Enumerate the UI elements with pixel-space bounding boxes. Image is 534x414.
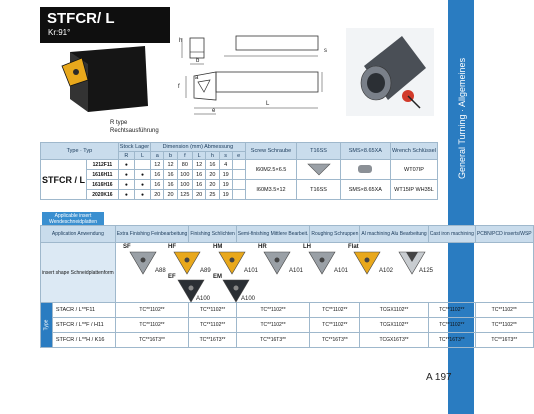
page-subtitle: Kr:91°	[48, 28, 71, 37]
insert-code-cell: TC**1102**	[428, 303, 475, 318]
dim-cell: 20	[164, 190, 177, 200]
stock-dot-icon	[141, 172, 144, 178]
screw-cell: I60M3.5×12	[245, 180, 297, 200]
col-stock: Stock Lager	[119, 144, 150, 150]
dim-cell: 100	[177, 170, 192, 180]
insert-code-cell: TC**16T3**	[475, 333, 533, 348]
application-label: Application Anwendung	[41, 226, 116, 243]
stock-r-cell	[118, 160, 134, 170]
col-extra-finishing: Extra Finishing Feinbearbeitung	[115, 226, 189, 243]
insert-code-cell: TC**1102**	[115, 318, 189, 333]
dim-cell	[232, 160, 245, 170]
type-code: 2020K16	[87, 190, 119, 200]
type-vertical-text: Type	[43, 319, 50, 331]
shim-screw-cell	[340, 160, 390, 180]
shim-cell: T16SS	[297, 180, 340, 200]
type-family: STFCR / L	[41, 160, 87, 200]
insert-code-cell: TC**1102**	[310, 318, 360, 333]
sub-len: L	[193, 152, 206, 160]
shim-cell	[297, 160, 340, 180]
sub-e: e	[232, 152, 245, 160]
insert-ref-label: A125	[419, 268, 434, 274]
dim-cell: 4	[219, 160, 232, 170]
wrench-cell: WT15IP WH35L	[390, 180, 437, 200]
col-cast-iron: Cast iron machining	[428, 226, 475, 243]
stock-r-cell	[118, 170, 134, 180]
dim-cell: 12	[193, 160, 206, 170]
stock-r-cell	[118, 190, 134, 200]
dim-cell: 19	[219, 190, 232, 200]
screw-cell: I60M2.5×6.5	[245, 160, 297, 180]
insert-code-cell: TC**16T3**	[115, 333, 189, 348]
insert-code-cell: TC**16T3**	[236, 333, 310, 348]
app-row-label: STACR / L**F11	[52, 303, 115, 318]
dim-cell: 12	[151, 160, 164, 170]
insert-code-cell: TC**1102**	[236, 303, 310, 318]
insert-code-cell: TC**1102**	[475, 318, 533, 333]
tool-holder-image	[60, 44, 150, 114]
stock-dot-icon	[125, 162, 128, 168]
r-type-label-de: Rechtsausführung	[110, 128, 159, 134]
page-title: STFCR/ L	[47, 10, 115, 27]
dim-cell: 16	[151, 170, 164, 180]
insert-hr-icon	[264, 252, 290, 274]
dim-b: b	[196, 58, 200, 64]
insert-ref-label: A101	[334, 268, 349, 274]
sub-f: f	[177, 152, 192, 160]
dim-cell: 20	[206, 170, 219, 180]
insert-code-label: EM	[213, 274, 222, 280]
insert-ref-label: A88	[155, 268, 166, 274]
dim-cell: 20	[206, 180, 219, 190]
col-finishing: Finishing Schlichten	[189, 226, 236, 243]
insert-code-cell: TC**16T3**	[310, 333, 360, 348]
insert-code-cell: TCGX16T3**	[360, 333, 428, 348]
dim-cell: 16	[164, 180, 177, 190]
applicable-insert-banner: Applicable insert Wendeschneidplatten	[42, 212, 104, 225]
dim-cell: 16	[193, 180, 206, 190]
stock-l-cell	[134, 190, 150, 200]
insert-code-label: HR	[258, 244, 267, 250]
sub-l: L	[134, 152, 150, 160]
col-al-machining: Al machining Alu Bearbeitung	[360, 226, 428, 243]
col-dimension: Dimension (mm) Abmessung	[151, 143, 245, 152]
page-number: A 197	[426, 372, 452, 383]
insert-code-cell: TC**16T3**	[189, 333, 236, 348]
insert-code-cell: TC**16T3**	[428, 333, 475, 348]
insert-code-cell: TC**1102**	[189, 303, 236, 318]
dim-cell: 12	[164, 160, 177, 170]
col-semi-finishing: Semi-finishing Mittlere Bearbeit.	[236, 226, 310, 243]
r-type-label: R type	[110, 120, 128, 126]
insert-code-cell: TC**1102**	[310, 303, 360, 318]
dim-cell: 16	[193, 170, 206, 180]
holder-cylinder-image	[346, 28, 434, 116]
insert-code-cell: TC**1102**	[189, 318, 236, 333]
insert-code-cell: TC**1102**	[115, 303, 189, 318]
sub-a: a	[151, 152, 164, 160]
sub-s: s	[219, 152, 232, 160]
sub-h: h	[206, 152, 219, 160]
dim-cell: 20	[151, 190, 164, 200]
dim-l: L	[266, 101, 270, 107]
type-code: 1616H11	[87, 170, 119, 180]
insert-code-cell: TC**1102**	[428, 318, 475, 333]
stock-dot-icon	[141, 192, 144, 198]
dim-cell: 19	[219, 180, 232, 190]
type-vertical-label	[41, 303, 53, 348]
app-row-label: STFCR / L**H / K16	[52, 333, 115, 348]
dim-f: f	[178, 84, 180, 90]
dim-cell	[232, 170, 245, 180]
insert-code-cell: TCGX1102**	[360, 318, 428, 333]
insert-ref-label: A101	[244, 268, 259, 274]
col-wrench: Wrench Schlüssel	[390, 143, 437, 160]
insert-shape-label: insert shape Schneidplattenform	[41, 243, 116, 303]
dimension-drawing	[176, 28, 326, 116]
sub-b: b	[164, 152, 177, 160]
col-shim: T16SS	[297, 143, 340, 160]
dim-cell: 100	[177, 180, 192, 190]
shim-screw-cell: SMS×8.65XA	[340, 180, 390, 200]
insert-code-cell: TC**1102**	[236, 318, 310, 333]
dim-cell: 80	[177, 160, 192, 170]
col-type: Type · Typ	[41, 143, 119, 160]
insert-code-label: EF	[168, 274, 176, 280]
stock-l-cell	[134, 180, 150, 190]
col-shim-screw: SMS×8.65XA	[340, 143, 390, 160]
dim-cell: 16	[151, 180, 164, 190]
insert-ref-label: A100	[196, 296, 211, 302]
insert-code-label: SF	[123, 244, 131, 250]
insert-flat-icon	[354, 252, 380, 274]
insert-ref-label: A101	[289, 268, 304, 274]
dim-h: h	[179, 38, 183, 44]
dim-cell	[232, 190, 245, 200]
insert-hf-icon	[174, 252, 200, 274]
col-roughing: Roughing Schruppen	[310, 226, 360, 243]
insert-code-cell: TCGX1102**	[360, 303, 428, 318]
side-tab-text	[457, 131, 467, 179]
dim-cell	[232, 180, 245, 190]
insert-ref-label: A102	[379, 268, 394, 274]
insert-code-label: LH	[303, 244, 311, 250]
stock-r-cell	[118, 180, 134, 190]
dim-s: s	[324, 48, 327, 54]
stock-dot-icon	[141, 182, 144, 188]
insert-ref-label: A89	[200, 268, 211, 274]
stock-dot-icon	[125, 172, 128, 178]
dim-a: a	[195, 75, 199, 81]
shim-icon	[304, 162, 334, 176]
insert-lh-icon	[309, 252, 335, 274]
dim-cell: 20	[193, 190, 206, 200]
col-pcbn-pcd: PCBN/PCD inserts/WSP	[475, 226, 533, 243]
stock-dot-icon	[125, 182, 128, 188]
stock-l-cell	[134, 170, 150, 180]
insert-code-label: HM	[213, 244, 223, 250]
shim-screw-icon	[350, 162, 380, 176]
dim-cell: 25	[206, 190, 219, 200]
stock-l-cell	[134, 160, 150, 170]
stock-dot-icon	[125, 192, 128, 198]
insert-hm-icon	[219, 252, 245, 274]
col-screw: Screw Schraube	[245, 143, 297, 160]
insert-code-label: Flat	[348, 244, 359, 250]
insert-ref-label: A100	[241, 296, 256, 302]
dim-cell: 125	[177, 190, 192, 200]
insert-sf-icon	[130, 252, 156, 274]
type-code: 1616H16	[87, 180, 119, 190]
insert-code-label: HF	[168, 244, 176, 250]
type-code: 1212F11	[87, 160, 119, 170]
dim-cell: 16	[164, 170, 177, 180]
sub-r: R	[118, 152, 134, 160]
dim-e: e	[212, 108, 216, 114]
wrench-cell: WT07IP	[390, 160, 437, 180]
dim-cell: 16	[206, 160, 219, 170]
app-row-label: STFCR / L**F / H11	[52, 318, 115, 333]
insert-code-cell: TC**1102**	[475, 303, 533, 318]
spec-table	[40, 142, 438, 200]
dim-cell: 19	[219, 170, 232, 180]
